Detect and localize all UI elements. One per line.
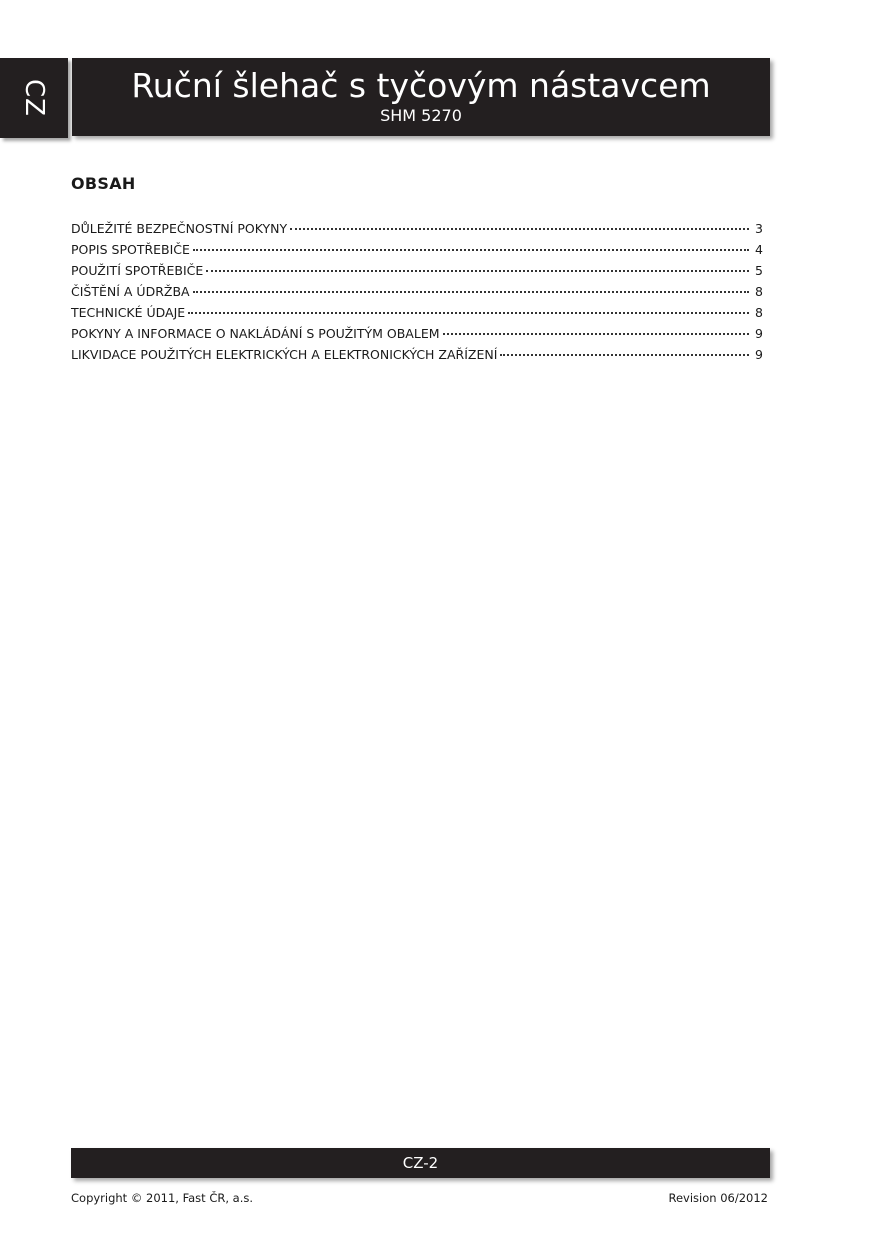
toc-item[interactable] [71,218,763,239]
copyright-text: Copyright © 2011, Fast ČR, a.s. [71,1191,254,1205]
title-bar [72,58,770,136]
toc-item-page: 8 [755,305,763,320]
language-tab-label: CZ [19,79,49,117]
toc-item-page: 8 [755,284,763,299]
toc-item-label: ČIŠTĚNÍ A ÚDRŽBA [71,284,190,299]
language-tab [0,58,68,138]
toc-leader-dots [193,291,749,293]
toc-leader-dots [193,249,749,251]
toc-item-label: DŮLEŽITÉ BEZPEČNOSTNÍ POKYNY [71,221,288,236]
model-number: SHM 5270 [380,106,462,125]
footer-page-bar [71,1148,770,1178]
table-of-contents [71,218,763,365]
toc-item[interactable] [71,323,763,344]
toc-leader-dots [188,312,749,314]
toc-item-page: 5 [755,263,763,278]
toc-item-label: TECHNICKÉ ÚDAJE [71,305,186,320]
toc-item[interactable] [71,260,763,281]
toc-item[interactable] [71,239,763,260]
toc-leader-dots [290,228,749,230]
toc-item-label: LIKVIDACE POUŽITÝCH ELEKTRICKÝCH A ELEKTRONICKÝCH ZAŘÍZENÍ [71,347,498,362]
toc-item-page: 9 [755,326,763,341]
toc-item[interactable] [71,302,763,323]
page-number: CZ-2 [402,1154,439,1172]
toc-item-page: 4 [755,242,763,257]
toc-leader-dots [206,270,749,272]
page-title: Ruční šlehač s tyčovým nástavcem [131,66,711,105]
toc-item-label: POPIS SPOTŘEBIČE [71,242,190,257]
toc-item-label: POUŽITÍ SPOTŘEBIČE [71,263,204,278]
toc-leader-dots [443,333,750,335]
toc-item-page: 3 [755,221,763,236]
revision-text: Revision 06/2012 [668,1191,768,1205]
toc-item-page: 9 [755,347,763,362]
toc-item-label: POKYNY A INFORMACE O NAKLÁDÁNÍ S POUŽITÝM OBALEM [71,326,440,341]
toc-leader-dots [500,354,749,356]
toc-item[interactable] [71,281,763,302]
toc-item[interactable] [71,344,763,365]
toc-heading: OBSAH [71,174,136,193]
